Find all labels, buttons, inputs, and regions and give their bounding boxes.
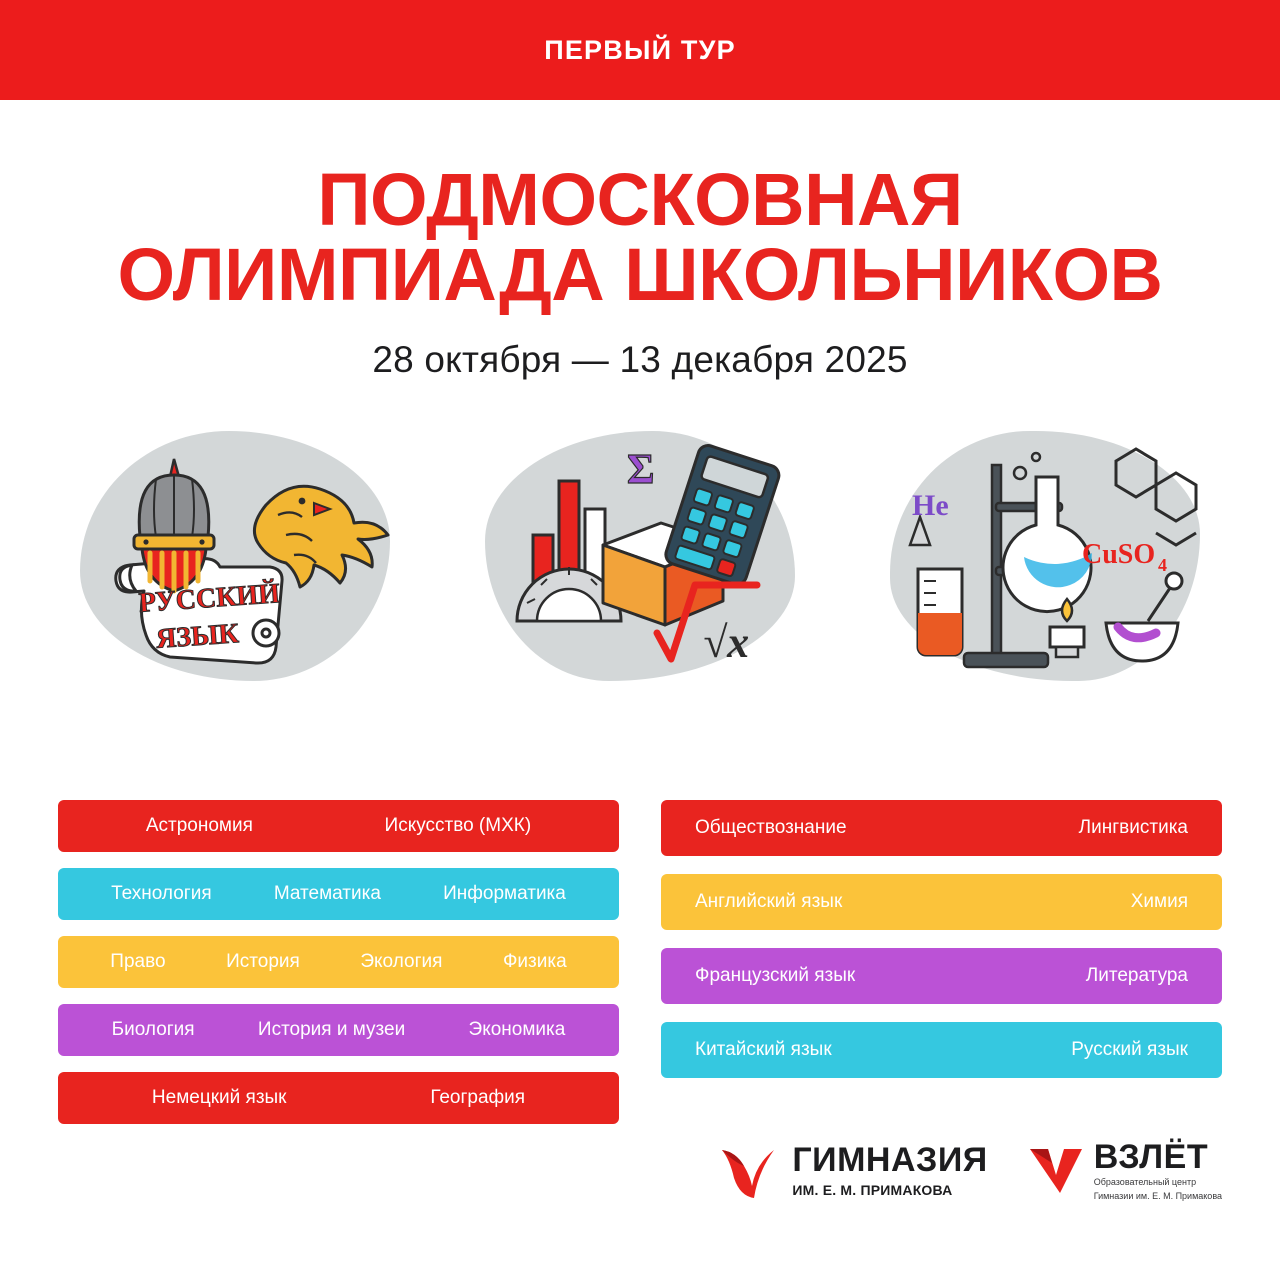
subject-bar[interactable] — [661, 800, 1222, 856]
chemistry-illustration — [880, 417, 1210, 697]
subjects-right-column — [661, 800, 1222, 1140]
subject-bar[interactable] — [58, 868, 619, 920]
illustration-row — [0, 417, 1280, 697]
subject-label: Английский язык — [695, 891, 843, 912]
russian-caption-line2: ЯЗЫК — [155, 618, 240, 655]
subject-label: Литература — [1085, 965, 1188, 986]
russian-language-illustration — [70, 417, 400, 697]
mathematics-art — [475, 417, 805, 697]
subject-label: Искусство (МХК) — [384, 815, 532, 836]
subject-bar[interactable] — [661, 1022, 1222, 1078]
subject-label: Экономика — [468, 1019, 566, 1040]
subject-label: Астрономия — [145, 815, 253, 836]
mathematics-illustration — [475, 417, 805, 697]
sqrt-x-symbol: √x — [703, 617, 750, 667]
subject-label: Физика — [502, 951, 567, 972]
gymnasium-logo-text — [792, 1143, 987, 1198]
subject-bar[interactable] — [58, 936, 619, 988]
vzlet-logo-sub-2: Гимназии им. Е. М. Примакова — [1093, 1190, 1222, 1201]
top-banner — [0, 0, 1280, 100]
subject-label: Технология — [111, 883, 212, 904]
cuso4-label: CuSO — [1082, 538, 1156, 570]
subject-bar[interactable] — [661, 874, 1222, 930]
subject-bar[interactable] — [661, 948, 1222, 1004]
vzlet-v-icon — [1026, 1143, 1082, 1199]
subject-label: География — [430, 1087, 526, 1108]
subject-label: Экология — [360, 951, 443, 972]
subject-bar[interactable] — [58, 800, 619, 852]
page-title-line-1: ПОДМОСКОВНАЯ — [317, 158, 963, 241]
title-block — [0, 158, 1280, 381]
subject-label: История и музеи — [257, 1019, 406, 1040]
gymnasium-checkmark-icon — [716, 1142, 780, 1200]
gymnasium-logo-main: ГИМНАЗИЯ — [792, 1141, 988, 1180]
subject-label: Право — [110, 951, 166, 972]
he-label: He — [912, 488, 949, 522]
gymnasium-logo[interactable] — [716, 1142, 987, 1200]
banner-label: ПЕРВЫЙ ТУР — [544, 34, 736, 65]
subjects-left-column — [58, 800, 619, 1140]
cuso4-subscript: 4 — [1158, 554, 1167, 575]
vzlet-logo-text — [1093, 1137, 1222, 1203]
subject-label: Информатика — [443, 883, 566, 904]
subject-label: Русский язык — [1071, 1039, 1188, 1060]
vzlet-logo[interactable] — [1026, 1137, 1222, 1203]
subject-bar[interactable] — [58, 1072, 619, 1124]
subject-label: Французский язык — [695, 965, 856, 986]
subject-label: История — [226, 951, 300, 972]
subject-label: Математика — [273, 883, 381, 904]
event-dates: 28 октября — 13 декабря 2025 — [372, 338, 908, 380]
vzlet-logo-main: ВЗЛЁТ — [1093, 1137, 1209, 1176]
subject-label: Лингвистика — [1078, 817, 1188, 838]
russian-language-art — [70, 417, 400, 697]
gymnasium-logo-sub: ИМ. Е. М. ПРИМАКОВА — [792, 1182, 953, 1199]
subject-label: Китайский язык — [695, 1039, 832, 1060]
subject-bar[interactable] — [58, 1004, 619, 1056]
subject-label: Немецкий язык — [151, 1087, 287, 1108]
russian-caption-line1: РУССКИЙ — [137, 578, 281, 619]
chemistry-art — [880, 417, 1210, 697]
subject-label: Биология — [111, 1019, 195, 1040]
sigma-symbol: Σ — [627, 446, 655, 493]
subject-label: Обществознание — [695, 817, 847, 838]
subject-label: Химия — [1130, 891, 1188, 912]
subjects-section — [58, 800, 1222, 1140]
logo-row — [716, 1137, 1222, 1203]
page-title-line-2: ОЛИМПИАДА ШКОЛЬНИКОВ — [117, 233, 1163, 317]
vzlet-logo-sub-1: Образовательный центр — [1093, 1176, 1197, 1187]
